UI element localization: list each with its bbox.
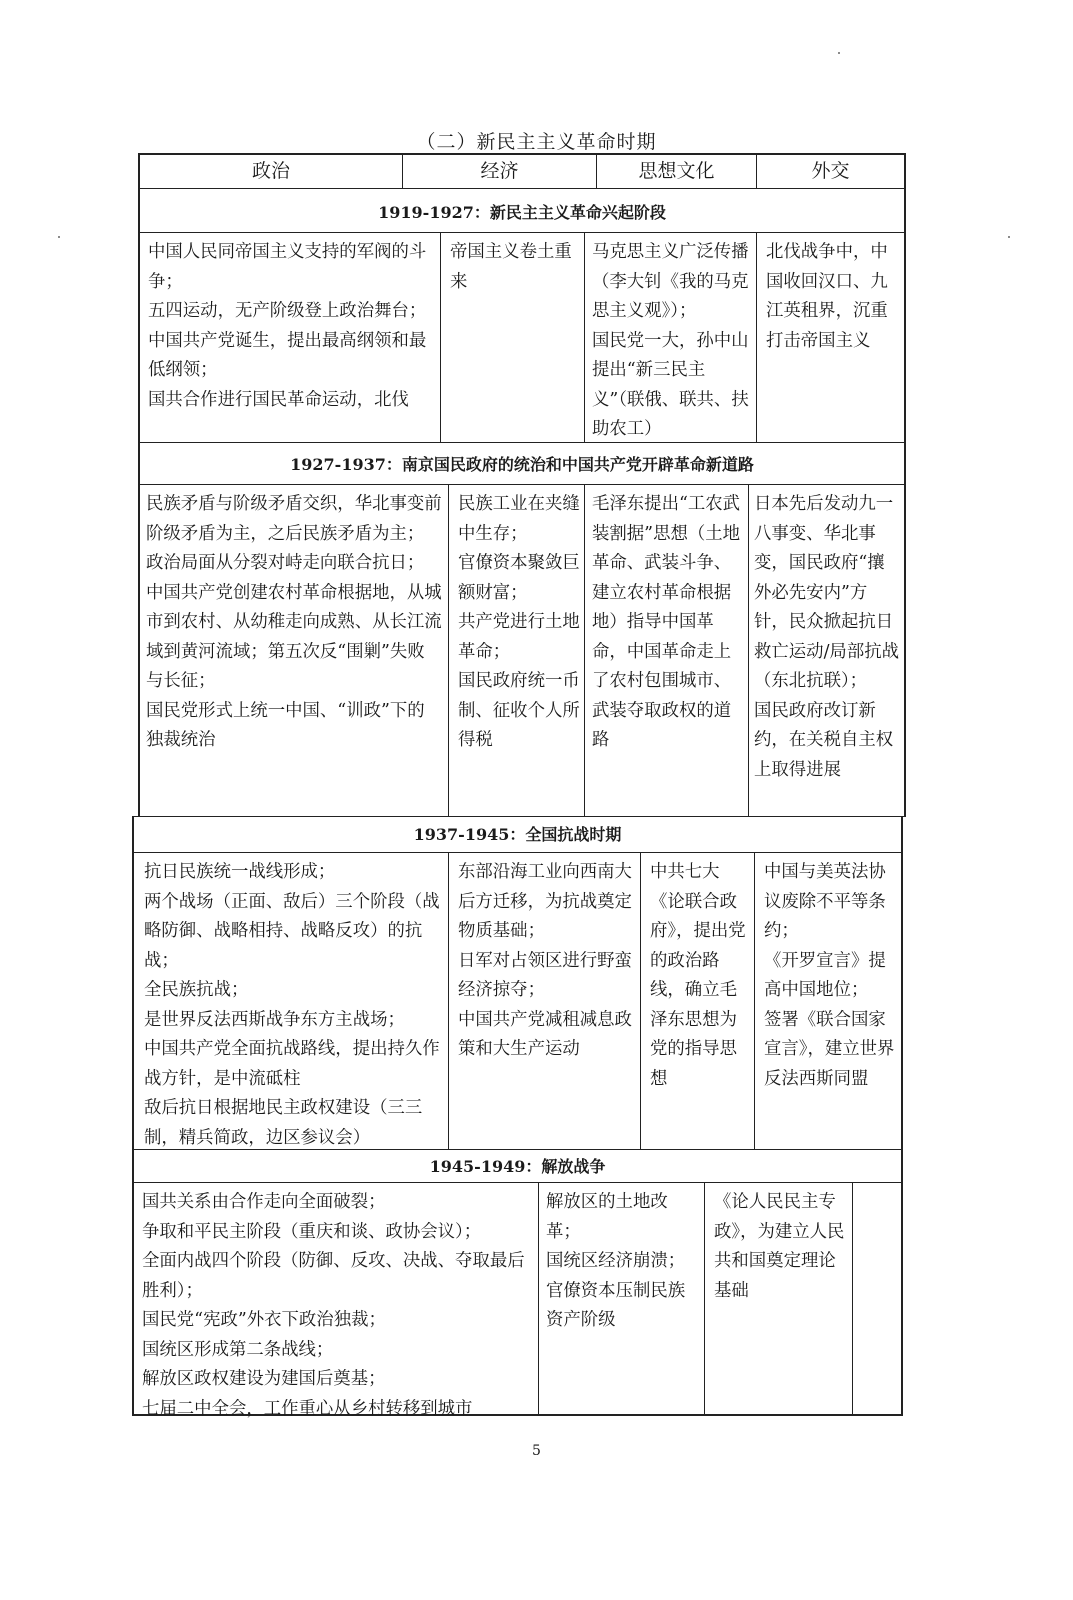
text-line: 中国共产党减租减息政策和大生产运动	[458, 1009, 632, 1059]
p3-politics-cell	[144, 858, 442, 1153]
text-line: 日军对占领区进行野蛮经济掠夺；	[458, 950, 632, 1000]
text-line: 中国共产党创建农村革命根据地，从城市到农村、从幼稚走向成熟、从长江流域到黄河流域；第五次反“围剿”失败与长征；	[146, 582, 442, 691]
period-1937-1945: 1937-1945：全国抗战时期	[413, 825, 622, 844]
p3-diplomacy-cell	[764, 858, 898, 1094]
section-title: （二）新民主主义革命时期	[416, 131, 657, 153]
text-line: 帝国主义卷土重来	[450, 242, 572, 292]
text-line: 签署《联合国家宣言》，建立世界反法西斯同盟	[764, 1009, 895, 1089]
text-line: 共产党进行土地革命；	[458, 612, 580, 662]
text-line: 国民党“宪政”外衣下政治独裁；	[142, 1310, 386, 1330]
header-culture: 思想文化	[638, 160, 715, 182]
text-line: 国统区经济崩溃；官僚资本压制民族资产阶级	[546, 1251, 686, 1330]
text-line: 《开罗宣言》提高中国地位；	[764, 950, 886, 1000]
header-diplomacy: 外交	[811, 160, 850, 182]
p4-culture-cell	[714, 1188, 848, 1306]
text-line: 北伐战争中，中国收回汉口、九江英租界，沉重打击帝国主义	[766, 242, 888, 351]
text-line: 中共七大《论联合政府》，提出党的政治路线，确立毛泽东思想为党的指导思想	[650, 862, 746, 1089]
p1-economy-cell	[450, 238, 578, 297]
p2-economy-cell	[458, 490, 580, 756]
scan-speck	[58, 236, 60, 238]
text-line: 抗日民族统一战线形成；	[144, 862, 336, 882]
period-1945-1949: 1945-1949：解放战争	[429, 1157, 606, 1176]
text-line: 争取和平民主阶段（重庆和谈、政协会议）；	[142, 1221, 482, 1242]
p3-economy-cell	[458, 858, 636, 1065]
text-line: 是世界反法西斯战争东方主战场；	[144, 1009, 405, 1030]
text-line: 中国共产党全面抗战路线，提出持久作战方针，是中流砥柱	[144, 1039, 440, 1089]
p2-culture-cell	[592, 490, 742, 756]
text-line: 《论人民民主专政》，为建立人民共和国奠定理论基础	[714, 1192, 845, 1301]
p4-politics-cell	[142, 1188, 534, 1424]
page-number: 5	[532, 1443, 541, 1459]
text-line: 国民党一大，孙中山提出“新三民主义”（联俄、联共、扶助农工）	[592, 330, 749, 439]
text-line: 国统区形成第二条战线；	[142, 1339, 334, 1360]
scan-speck	[838, 52, 840, 54]
text-line: 毛泽东提出“工农武装割据”思想（土地革命、武装斗争、建立农村革命根据地）指导中国革命，中国革命走上了农村包围城市、武装夺取政权的道路	[592, 494, 741, 750]
scan-speck	[1008, 236, 1010, 238]
p1-culture-cell	[592, 238, 750, 445]
p1-politics-cell	[148, 238, 434, 415]
text-line: 七届二中全会，工作重心从乡村转移到城市	[142, 1398, 473, 1419]
text-line: 中国共产党诞生，提出最高纲领和最低纲领；	[148, 330, 427, 380]
text-line: 东部沿海工业向西南大后方迁移，为抗战奠定物质基础；	[458, 862, 632, 941]
header-economy: 经济	[480, 160, 519, 182]
text-line: 全面内战四个阶段（防御、反攻、决战、夺取最后胜利）；	[142, 1251, 525, 1301]
text-line: 马克思主义广泛传播（李大钊《我的马克思主义观》）；	[592, 242, 749, 321]
text-line: 解放区政权建设为建国后奠基；	[142, 1369, 386, 1389]
p4-economy-cell	[546, 1188, 698, 1336]
period-1927-1937: 1927-1937：南京国民政府的统治和中国共产党开辟革命新道路	[290, 455, 754, 474]
text-line: 敌后抗日根据地民主政权建设（三三制，精兵简政，边区参议会）	[144, 1098, 423, 1148]
text-line: 国民政府统一币制、征收个人所得税	[458, 671, 580, 750]
text-line: 两个战场（正面、敌后）三个阶段（战略防御、战略相持、战略反攻）的抗战；	[144, 891, 440, 971]
text-line: 民族矛盾与阶级矛盾交织，华北事变前阶级矛盾为主，之后民族矛盾为主；	[146, 494, 442, 544]
text-line: 国民党形式上统一中国、“训政”下的独裁统治	[146, 700, 425, 750]
p2-politics-cell	[146, 490, 442, 756]
text-line: 政治局面从分裂对峙走向联合抗日；	[146, 553, 425, 573]
text-line: 全民族抗战；	[144, 980, 249, 1000]
text-line: 五四运动，无产阶级登上政治舞台；	[148, 301, 427, 321]
text-line: 中国与美英法协议废除不平等条约；	[764, 862, 886, 941]
text-line: 中国人民同帝国主义支持的军阀的斗争；	[148, 242, 427, 292]
p2-diplomacy-cell	[754, 490, 900, 785]
text-line: 日本先后发动九一八事变、华北事变，国民政府“攘外必先安内”方针，民众掀起抗日救亡运动/局部抗战（东北抗联）；	[754, 494, 899, 691]
period-1919-1927: 1919-1927：新民主主义革命兴起阶段	[378, 203, 666, 222]
p3-culture-cell	[650, 858, 750, 1094]
text-line: 民族工业在夹缝中生存；	[458, 494, 580, 544]
text-line: 国共合作进行国民革命运动，北伐	[148, 389, 409, 410]
text-line: 国民政府改订新约，在关税自主权上取得进展	[754, 700, 894, 780]
text-line: 解放区的土地改革；	[546, 1192, 668, 1242]
p1-diplomacy-cell	[766, 238, 900, 356]
header-politics: 政治	[251, 160, 290, 182]
text-line: 国共关系由合作走向全面破裂；	[142, 1192, 386, 1212]
text-line: 官僚资本聚敛巨额财富；	[458, 553, 580, 603]
